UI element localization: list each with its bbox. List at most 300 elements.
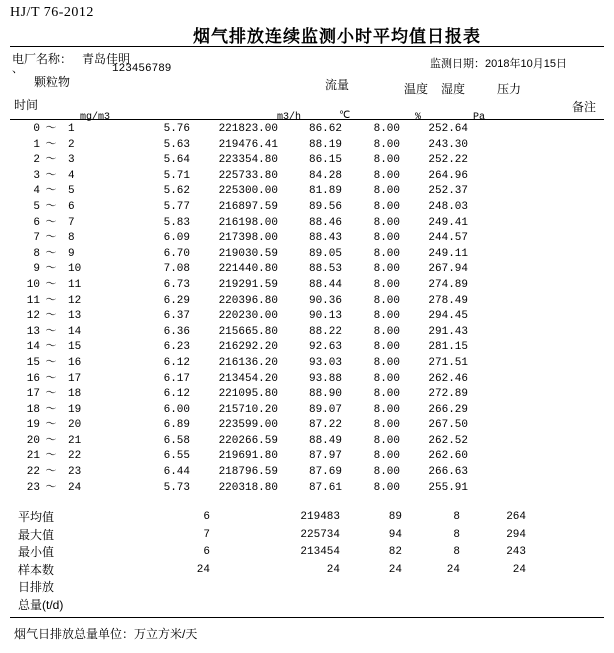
cell-hour-start: 13 xyxy=(26,325,40,338)
cell-temperature: 87.22 xyxy=(308,419,342,432)
cell-remark xyxy=(468,418,528,434)
page-title xyxy=(0,22,614,47)
cell-hour-end: 13 xyxy=(68,310,82,323)
cell-humidity: 8.00 xyxy=(373,419,400,432)
cell-pressure: 264.96 xyxy=(428,169,468,182)
cell-temperature: 88.53 xyxy=(308,263,342,276)
footnote: 烟气日排放总量单位：万立方米/天 xyxy=(14,627,198,641)
column-header-humidity: 湿度 xyxy=(441,82,466,96)
cell-tilde: ～ xyxy=(45,419,57,432)
cell-temperature: 87.61 xyxy=(308,481,342,494)
cell-remark xyxy=(468,387,528,403)
cell-temperature: 86.62 xyxy=(308,123,342,135)
summary-label: 日排放 xyxy=(18,580,55,594)
cell-hour-start: 5 xyxy=(33,200,40,213)
cell-hour-start: 9 xyxy=(33,263,40,276)
summary-flow: 24 xyxy=(326,563,340,576)
cell-pollutant: 6.44 xyxy=(163,466,190,479)
cell-flow: 219030.59 xyxy=(218,247,278,260)
summary-temperature: 89 xyxy=(388,511,402,523)
factory-label: 电厂名称： xyxy=(12,52,73,66)
cell-hour-start: 0 xyxy=(33,123,40,135)
cell-pressure: 272.89 xyxy=(428,388,468,401)
cell-remark xyxy=(468,153,528,169)
cell-pollutant: 6.23 xyxy=(163,341,190,354)
cell-hour-end: 24 xyxy=(68,481,82,494)
cell-pollutant: 6.12 xyxy=(163,356,190,369)
cell-hour-start: 20 xyxy=(26,434,40,447)
cell-hour-start: 7 xyxy=(33,232,40,245)
cell-pollutant: 6.89 xyxy=(163,419,190,432)
cell-temperature: 89.05 xyxy=(308,247,342,260)
cell-remark xyxy=(468,278,528,294)
divider-header xyxy=(10,119,604,120)
table-row xyxy=(10,278,528,294)
cell-flow: 215665.80 xyxy=(218,325,278,338)
summary-row xyxy=(10,544,586,562)
cell-pressure: 243.30 xyxy=(428,138,468,151)
cell-temperature: 88.90 xyxy=(308,388,342,401)
cell-temperature: 93.88 xyxy=(308,372,342,385)
cell-flow: 220230.00 xyxy=(218,310,278,323)
cell-pollutant: 6.09 xyxy=(163,232,190,245)
cell-tilde: ～ xyxy=(45,356,57,369)
cell-remark xyxy=(468,138,528,154)
cell-remark xyxy=(468,309,528,325)
summary-remark xyxy=(526,597,586,615)
cell-flow: 221095.80 xyxy=(218,388,278,401)
summary-flow xyxy=(210,579,340,597)
standard-number: HJ/T 76-2012 xyxy=(10,5,94,20)
cell-temperature: 88.46 xyxy=(308,216,342,229)
cell-tilde: ～ xyxy=(45,450,57,463)
cell-pollutant: 6.17 xyxy=(163,372,190,385)
cell-hour-start: 16 xyxy=(26,372,40,385)
cell-humidity: 8.00 xyxy=(373,294,400,307)
cell-flow: 225300.00 xyxy=(218,185,278,198)
cell-pollutant: 5.63 xyxy=(163,138,190,151)
factory-code-value: 123456789 xyxy=(112,63,172,75)
table-row xyxy=(10,169,528,185)
table-row xyxy=(10,122,528,138)
cell-hour-end: 19 xyxy=(68,403,82,416)
cell-hour-start: 23 xyxy=(26,481,40,494)
cell-hour-start: 10 xyxy=(26,278,40,291)
cell-humidity: 8.00 xyxy=(373,263,400,276)
cell-hour-end: 20 xyxy=(68,419,82,432)
cell-hour-end: 18 xyxy=(68,388,82,401)
table-row xyxy=(10,449,528,465)
table-row xyxy=(10,200,528,216)
cell-tilde: ～ xyxy=(45,169,57,182)
table-row xyxy=(10,481,528,497)
cell-flow: 220318.80 xyxy=(218,481,278,494)
cell-pressure: 262.52 xyxy=(428,434,468,447)
summary-pressure: 243 xyxy=(506,546,526,558)
cell-temperature: 84.28 xyxy=(308,169,342,182)
table-row xyxy=(10,294,528,310)
cell-tilde: ～ xyxy=(45,388,57,401)
cell-humidity: 8.00 xyxy=(373,403,400,416)
cell-pressure: 252.64 xyxy=(428,123,468,135)
cell-remark xyxy=(468,481,528,497)
cell-flow: 213454.20 xyxy=(218,372,278,385)
cell-tilde: ～ xyxy=(45,481,57,494)
cell-hour-end: 6 xyxy=(68,200,75,213)
cell-remark xyxy=(468,169,528,185)
summary-temperature xyxy=(340,579,402,597)
summary-remark xyxy=(526,579,586,597)
cell-flow: 216198.00 xyxy=(218,216,278,229)
cell-humidity: 8.00 xyxy=(373,341,400,354)
cell-pollutant: 5.64 xyxy=(163,154,190,167)
summary-flow xyxy=(210,597,340,615)
cell-remark xyxy=(468,325,528,341)
summary-remark xyxy=(526,509,586,527)
cell-hour-end: 5 xyxy=(68,185,75,198)
table-row xyxy=(10,216,528,232)
cell-flow: 216897.59 xyxy=(218,200,278,213)
cell-remark xyxy=(468,449,528,465)
cell-tilde: ～ xyxy=(45,138,57,151)
cell-pollutant: 6.73 xyxy=(163,278,190,291)
cell-temperature: 89.56 xyxy=(308,200,342,213)
cell-temperature: 87.97 xyxy=(308,450,342,463)
summary-humidity: 8 xyxy=(453,528,460,541)
cell-pressure: 271.51 xyxy=(428,356,468,369)
cell-flow: 220396.80 xyxy=(218,294,278,307)
cell-pollutant: 5.83 xyxy=(163,216,190,229)
cell-tilde: ～ xyxy=(45,232,57,245)
cell-humidity: 8.00 xyxy=(373,310,400,323)
summary-temperature xyxy=(340,597,402,615)
summary-temperature: 94 xyxy=(388,528,402,541)
cell-hour-start: 15 xyxy=(26,356,40,369)
cell-humidity: 8.00 xyxy=(373,388,400,401)
summary-label: 平均值 xyxy=(18,510,55,524)
cell-humidity: 8.00 xyxy=(373,123,400,135)
cell-pressure: 266.29 xyxy=(428,403,468,416)
cell-tilde: ～ xyxy=(45,278,57,291)
summary-temperature: 82 xyxy=(388,546,402,558)
cell-hour-start: 21 xyxy=(26,450,40,463)
cell-pollutant: 6.37 xyxy=(163,310,190,323)
cell-remark xyxy=(468,231,528,247)
table-row xyxy=(10,465,528,481)
table-row xyxy=(10,356,528,372)
cell-hour-end: 9 xyxy=(68,247,75,260)
table-row xyxy=(10,184,528,200)
cell-tilde: ～ xyxy=(45,294,57,307)
cell-humidity: 8.00 xyxy=(373,372,400,385)
table-row xyxy=(10,434,528,450)
cell-flow: 219476.41 xyxy=(218,138,278,151)
summary-pollutant xyxy=(100,597,210,615)
cell-pollutant: 6.36 xyxy=(163,325,190,338)
cell-hour-start: 18 xyxy=(26,403,40,416)
summary-pollutant xyxy=(100,579,210,597)
unit-flow: m3/h xyxy=(277,112,302,123)
cell-hour-start: 2 xyxy=(33,154,40,167)
unit-humidity: % xyxy=(415,112,422,123)
table-row xyxy=(10,309,528,325)
cell-hour-end: 11 xyxy=(68,278,82,291)
cell-temperature: 88.49 xyxy=(308,434,342,447)
cell-temperature: 81.89 xyxy=(308,185,342,198)
summary-humidity: 8 xyxy=(453,546,460,558)
cell-hour-start: 6 xyxy=(33,216,40,229)
cell-tilde: ～ xyxy=(45,247,57,260)
cell-pollutant: 6.55 xyxy=(163,450,190,463)
summary-label: 样本数 xyxy=(18,562,55,577)
cell-remark xyxy=(468,340,528,356)
column-header-pollutant: 颗粒物 xyxy=(34,75,71,89)
column-header-remark: 备注 xyxy=(572,100,597,114)
cell-tilde: ～ xyxy=(45,434,57,447)
summary-row xyxy=(10,562,586,580)
cell-flow: 221823.00 xyxy=(218,123,278,135)
table-row xyxy=(10,340,528,356)
cell-hour-end: 22 xyxy=(68,450,82,463)
cell-humidity: 8.00 xyxy=(373,434,400,447)
cell-pressure: 266.63 xyxy=(428,466,468,479)
summary-humidity xyxy=(402,597,460,615)
cell-pressure: 249.11 xyxy=(428,247,468,260)
cell-temperature: 87.69 xyxy=(308,466,342,479)
cell-tilde: ～ xyxy=(45,341,57,354)
cell-flow: 219291.59 xyxy=(218,278,278,291)
summary-pressure: 264 xyxy=(506,511,526,523)
cell-hour-end: 4 xyxy=(68,169,75,182)
monitor-date: 监测日期：2018年10月15日 xyxy=(430,58,567,70)
cell-tilde: ～ xyxy=(45,466,57,479)
table-row xyxy=(10,387,528,403)
cell-pollutant: 5.71 xyxy=(163,169,190,182)
cell-hour-end: 10 xyxy=(68,263,82,276)
cell-hour-start: 3 xyxy=(33,169,40,182)
summary-pollutant: 6 xyxy=(203,546,210,558)
cell-temperature: 92.63 xyxy=(308,341,342,354)
cell-temperature: 86.15 xyxy=(308,154,342,167)
cell-pollutant: 6.70 xyxy=(163,247,190,260)
cell-pressure: 291.43 xyxy=(428,325,468,338)
cell-flow: 215710.20 xyxy=(218,403,278,416)
summary-flow: 225734 xyxy=(300,528,340,541)
cell-remark xyxy=(468,465,528,481)
factory-name-value: 青岛佳明 xyxy=(82,52,131,66)
cell-remark xyxy=(468,200,528,216)
cell-hour-start: 11 xyxy=(26,294,40,307)
table-row xyxy=(10,403,528,419)
cell-remark xyxy=(468,262,528,278)
cell-pressure: 255.91 xyxy=(428,481,468,494)
summary-row xyxy=(10,509,586,527)
divider-top xyxy=(10,46,604,47)
cell-pressure: 274.89 xyxy=(428,278,468,291)
cell-hour-start: 8 xyxy=(33,247,40,260)
cell-pressure: 252.37 xyxy=(428,185,468,198)
column-header-flow: 流量 xyxy=(325,78,350,92)
cell-pressure: 278.49 xyxy=(428,294,468,307)
unit-pollutant: mg/m3 xyxy=(80,112,111,123)
summary-humidity xyxy=(402,579,460,597)
table-row xyxy=(10,247,528,263)
table-row xyxy=(10,231,528,247)
summary-table xyxy=(10,509,586,614)
cell-hour-end: 8 xyxy=(68,232,75,245)
cell-hour-start: 14 xyxy=(26,341,40,354)
cell-remark xyxy=(468,294,528,310)
unit-pressure: Pa xyxy=(473,112,486,123)
cell-pressure: 244.57 xyxy=(428,232,468,245)
cell-flow: 216292.20 xyxy=(218,341,278,354)
cell-humidity: 8.00 xyxy=(373,481,400,494)
summary-remark xyxy=(526,527,586,545)
cell-temperature: 88.43 xyxy=(308,232,342,245)
cell-humidity: 8.00 xyxy=(373,356,400,369)
cell-pressure: 281.15 xyxy=(428,341,468,354)
cell-tilde: ～ xyxy=(45,216,57,229)
hourly-data-body xyxy=(10,122,528,496)
summary-label: 总量(t/d) xyxy=(18,597,64,612)
cell-hour-end: 16 xyxy=(68,356,82,369)
cell-hour-start: 17 xyxy=(26,388,40,401)
divider-bottom xyxy=(10,617,604,618)
cell-remark xyxy=(468,434,528,450)
cell-tilde: ～ xyxy=(45,372,57,385)
cell-humidity: 8.00 xyxy=(373,169,400,182)
cell-humidity: 8.00 xyxy=(373,232,400,245)
cell-humidity: 8.00 xyxy=(373,216,400,229)
cell-tilde: ～ xyxy=(45,185,57,198)
cell-humidity: 8.00 xyxy=(373,325,400,338)
cell-hour-end: 14 xyxy=(68,325,82,338)
cell-hour-end: 15 xyxy=(68,341,82,354)
column-header-temperature: 温度 xyxy=(404,82,429,96)
cell-tilde: ～ xyxy=(45,200,57,213)
cell-hour-end: 3 xyxy=(68,154,75,167)
table-row xyxy=(10,372,528,388)
cell-tilde: ～ xyxy=(45,310,57,323)
cell-remark xyxy=(468,122,528,138)
summary-row xyxy=(10,579,586,597)
summary-table-body xyxy=(10,509,586,614)
cell-flow: 225733.80 xyxy=(218,169,278,182)
cell-hour-start: 19 xyxy=(26,419,40,432)
cell-pollutant: 6.00 xyxy=(163,403,190,416)
cell-pollutant: 5.76 xyxy=(163,123,190,135)
cell-temperature: 88.22 xyxy=(308,325,342,338)
summary-humidity: 8 xyxy=(453,511,460,523)
cell-flow: 218796.59 xyxy=(218,466,278,479)
summary-pressure: 24 xyxy=(512,563,526,576)
cell-pressure: 249.41 xyxy=(428,216,468,229)
cell-temperature: 90.36 xyxy=(308,294,342,307)
cell-hour-start: 1 xyxy=(33,138,40,151)
summary-pollutant: 6 xyxy=(203,511,210,523)
cell-pollutant: 6.29 xyxy=(163,294,190,307)
cell-hour-end: 1 xyxy=(68,123,75,135)
cell-temperature: 90.13 xyxy=(308,310,342,323)
cell-pressure: 262.46 xyxy=(428,372,468,385)
cell-temperature: 88.19 xyxy=(308,138,342,151)
cell-humidity: 8.00 xyxy=(373,466,400,479)
summary-label: 最大值 xyxy=(18,527,55,542)
summary-humidity: 24 xyxy=(446,563,460,576)
cell-pressure: 248.03 xyxy=(428,200,468,213)
cell-humidity: 8.00 xyxy=(373,185,400,198)
cell-pollutant: 6.58 xyxy=(163,434,190,447)
cell-pressure: 267.50 xyxy=(428,419,468,432)
cell-humidity: 8.00 xyxy=(373,450,400,463)
cell-hour-end: 12 xyxy=(68,294,82,307)
cell-flow: 223599.00 xyxy=(218,419,278,432)
column-header-time: 时间 xyxy=(14,98,39,112)
cell-humidity: 8.00 xyxy=(373,278,400,291)
cell-humidity: 8.00 xyxy=(373,138,400,151)
cell-flow: 221440.80 xyxy=(218,263,278,276)
page-title-text: 烟气排放连续监测小时平均值日报表 xyxy=(193,27,481,46)
tick-mark: 、 xyxy=(12,63,23,75)
cell-tilde: ～ xyxy=(45,123,57,135)
cell-humidity: 8.00 xyxy=(373,154,400,167)
cell-hour-start: 4 xyxy=(33,185,40,198)
summary-pollutant: 7 xyxy=(203,528,210,541)
cell-flow: 219691.80 xyxy=(218,450,278,463)
cell-pressure: 252.22 xyxy=(428,154,468,167)
cell-pressure: 294.45 xyxy=(428,310,468,323)
table-row xyxy=(10,153,528,169)
cell-remark xyxy=(468,184,528,200)
cell-hour-end: 21 xyxy=(68,434,82,447)
cell-flow: 220266.59 xyxy=(218,434,278,447)
cell-temperature: 93.03 xyxy=(308,356,342,369)
table-row xyxy=(10,262,528,278)
hourly-data-table xyxy=(10,122,528,496)
summary-pressure xyxy=(460,597,526,615)
cell-flow: 216136.20 xyxy=(218,356,278,369)
summary-flow: 219483 xyxy=(300,511,340,523)
unit-temperature: ℃ xyxy=(339,111,351,122)
cell-pollutant: 5.77 xyxy=(163,200,190,213)
summary-remark xyxy=(526,544,586,562)
cell-pollutant: 6.12 xyxy=(163,388,190,401)
cell-tilde: ～ xyxy=(45,263,57,276)
cell-pressure: 262.60 xyxy=(428,450,468,463)
summary-flow: 213454 xyxy=(300,546,340,558)
cell-temperature: 88.44 xyxy=(308,278,342,291)
cell-pollutant: 7.08 xyxy=(163,263,190,276)
summary-remark xyxy=(526,562,586,580)
cell-humidity: 8.00 xyxy=(373,247,400,260)
summary-label: 最小值 xyxy=(18,545,55,559)
cell-remark xyxy=(468,216,528,232)
cell-temperature: 89.07 xyxy=(308,403,342,416)
cell-hour-end: 23 xyxy=(68,466,82,479)
cell-humidity: 8.00 xyxy=(373,200,400,213)
cell-hour-end: 7 xyxy=(68,216,75,229)
summary-pressure: 294 xyxy=(506,528,526,541)
table-row xyxy=(10,418,528,434)
summary-row xyxy=(10,527,586,545)
cell-remark xyxy=(468,372,528,388)
cell-flow: 223354.80 xyxy=(218,154,278,167)
cell-pollutant: 5.62 xyxy=(163,185,190,198)
summary-pressure xyxy=(460,579,526,597)
cell-pressure: 267.94 xyxy=(428,263,468,276)
cell-remark xyxy=(468,403,528,419)
table-row xyxy=(10,325,528,341)
